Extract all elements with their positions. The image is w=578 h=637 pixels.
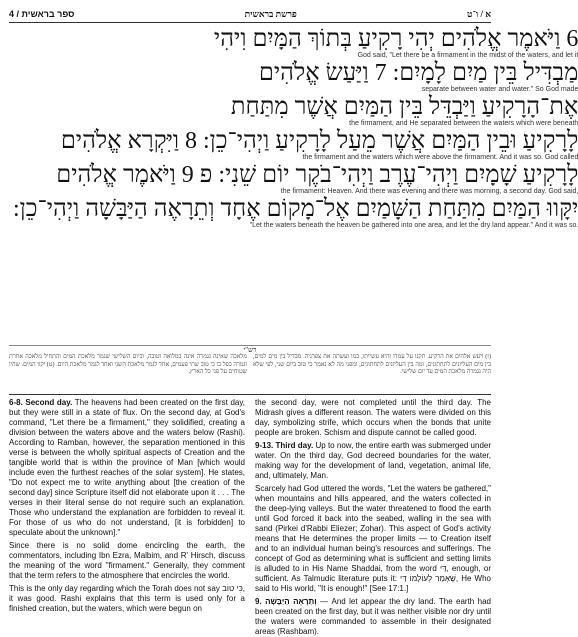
commentary-paragraph: [255, 441, 491, 481]
commentary-paragraph: [9, 398, 245, 538]
verse-hebrew-line: אֶת־הָרָקִיעַ וַיַּבְדֵּל בֵּין הַמַּיִם אֲשֶׁר מִתַּחַת: [230, 94, 578, 120]
verse-interlinear-line: the firmament: Heaven. And there was evening and there was morning, a second day. God said,: [280, 188, 578, 195]
rashi-commentary: [9, 354, 491, 395]
commentary-heading: 9-13. Third day.: [255, 441, 314, 450]
commentary-right-column: [255, 398, 492, 636]
verse-interlinear-line: the firmament, and He separated between the waters which were beneath: [349, 120, 578, 127]
running-header: [9, 6, 491, 23]
rashi-column-1: (ז) ויעש אלהים את הרקיע. תקנו על עמדו והיא עשייתו, כמו ועשתה את צפרניה. מבדיל בין מים למים, בין מים העליונים לתחתונים, ומה בין העליונים לתחתונים, ומפני מה לא נאמר כי טוב ביום שני, לפי שלא היה נגמרה מלאכת המים עד יום שלישי.: [253, 354, 491, 375]
commentary-text: Up to now, the entire earth was submerged under water. On the third day, God decreed boundaries for the water, making way for the development of land, vegetation, animal life, and, ultimately, Man.: [255, 441, 492, 480]
commentary-paragraph: [255, 597, 491, 637]
verse-hebrew-line: לָרָקִיעַ וּבֵין הַמַּיִם אֲשֶׁר מֵעַל לָרָקִיעַ וַיְהִי־כֵן: 8 וַיִּקְרָא אֱלֹהִים: [60, 128, 578, 154]
commentary-text: — And let appear the dry land. The earth had been created on the first day, but it was neither visible nor dry until the waters were commanded to assemble in their designated areas (Rashbam).: [255, 597, 491, 636]
verse-interlinear-line: God said, "Let there be a firmament in the midst of the waters, and let it: [357, 52, 578, 59]
commentary-text: the second day, were not completed until the third day. The Midrash gives a different reason. The waters were divided on this day, symbolizing strife, which occurs when the bonds that unite people are broken. Schism and dispute cannot be called good.: [255, 398, 491, 437]
verse-interlinear-line: "Let the waters beneath the heaven be gathered into one area, and let the dry land appear." And it was so.: [249, 222, 578, 229]
verse-interlinear-line: separate between water and water." So God made: [421, 86, 578, 93]
commentary-text: Since there is no solid dome encircling the earth, the commentators, including Ibn Ezra, Malbim, and R' Hirsch, discuss the meaning of the word "firmament." Generally, they comment that the term refers to the atmosphere that encircles the world.: [9, 541, 245, 580]
commentary-paragraph: [255, 398, 491, 438]
english-commentary: [9, 398, 492, 636]
commentary-paragraph: [9, 584, 245, 614]
commentary-heading: 9. וְתֵרָאֶה הַיַּבָּשָׁה: [255, 597, 317, 606]
verse-hebrew-line: מַבְדִּיל בֵּין מַיִם לָמָיִם: 7 וַיַּעַשׂ אֱלֹהִים: [258, 60, 578, 86]
commentary-text: The heavens had been created on the first day, but they were still in a state of flux. On the second day, at God's command, "Let there be a firmament," they solidified, creating a division between the waters above and the waters below (Rashi). According to Ramban, however, the separation mentioned in this verse is between the wholly spiritual aspects of Creation and the tangible world that is within the province of Man [which would include even the furthest reaches of the solar system]. He states, "Do not expect me to write anything about [the creation of the second day] since Scripture itself did not elaborate upon it . . . The verses in their literal sense do not require such an explanation. Those who understand the explanation are forbidden to reveal it. For those of us who do not understand, [it is forbidden] to speculate about the unknown].": [9, 398, 245, 537]
header-chapter-verses: א / ו־ט: [467, 9, 491, 19]
commentary-heading: 6-8. Second day.: [9, 398, 73, 407]
scripture-section: [9, 26, 578, 343]
commentary-text: Scarcely had God uttered the words, "Let the waters be gathered," when mountains and hills appeared, and the waters collected in the deep-lying valleys. But the water threatened to flood the earth until God forced it back into the seabed, walling in the sea with sand (Pirkei d'Rabbi Eliezer; Zohar). This aspect of God's activity means that He determines the proper limits — to Creation itself and to an individual human being's resources and sufferings. The concept of God as determining what is sufficient and setting limits is alluded to in His Name Shaddai, from the word דַּי, enough, or sufficient. As Talmudic literature puts it: שֶׁאָמַר לְעוֹלָמוֹ דַּי, He Who said to His world, "It is enough!" [See 17:1.]: [255, 484, 492, 593]
commentary-paragraph: [255, 484, 491, 594]
commentary-text: This is the only day regarding which the Torah does not say כִּי טוֹב, it was good. Rashi explains that this term is used only for a finished creation, but the waters, which were begun on: [9, 584, 246, 613]
verse-hebrew-line: יִקָּווּ הַמַּיִם מִתַּחַת הַשָּׁמַיִם אֶל־מָקוֹם אֶחָד וְתֵרָאֶה הַיַּבָּשָׁה וַיְהִי־כֵן:: [13, 196, 578, 222]
commentary-left-column: [9, 398, 245, 613]
rashi-label: רש"י: [9, 345, 491, 354]
verse-hebrew-line: 6 וַיֹּאמֶר אֱלֹהִים יְהִי רָקִיעַ בְּתוֹךְ הַמָּיִם וִיהִי: [213, 26, 578, 52]
header-book-title: 4 / ספר בראשית: [9, 9, 75, 19]
header-parashah: פרשת בראשית: [244, 9, 297, 19]
verse-hebrew-line: לָרָקִיעַ שָׁמָיִם וַיְהִי־עֶרֶב וַיְהִי־בֹקֶר יוֹם שֵׁנִי: פ 9 וַיֹּאמֶר אֱלֹהִים: [56, 162, 578, 188]
verse-column: [13, 27, 578, 343]
commentary-paragraph: [9, 541, 245, 581]
verse-interlinear-line: the firmament and the waters which were above the firmament. And it was so. God called: [302, 154, 578, 161]
rashi-column-2: מלאכה שאינה נגמרה אינה במלואה וטובה, וביום השלישי שגמר מלאכת המים והתחיל מלאכה אחרת וגמרה כפל בו כי טוב שתי פעמים, אחד לגמר מלאכת השני ואחד לגמר מלאכת היום. (ט) יקוו המים. שהיו שטוחים על פני כל הארץ.: [9, 354, 247, 375]
